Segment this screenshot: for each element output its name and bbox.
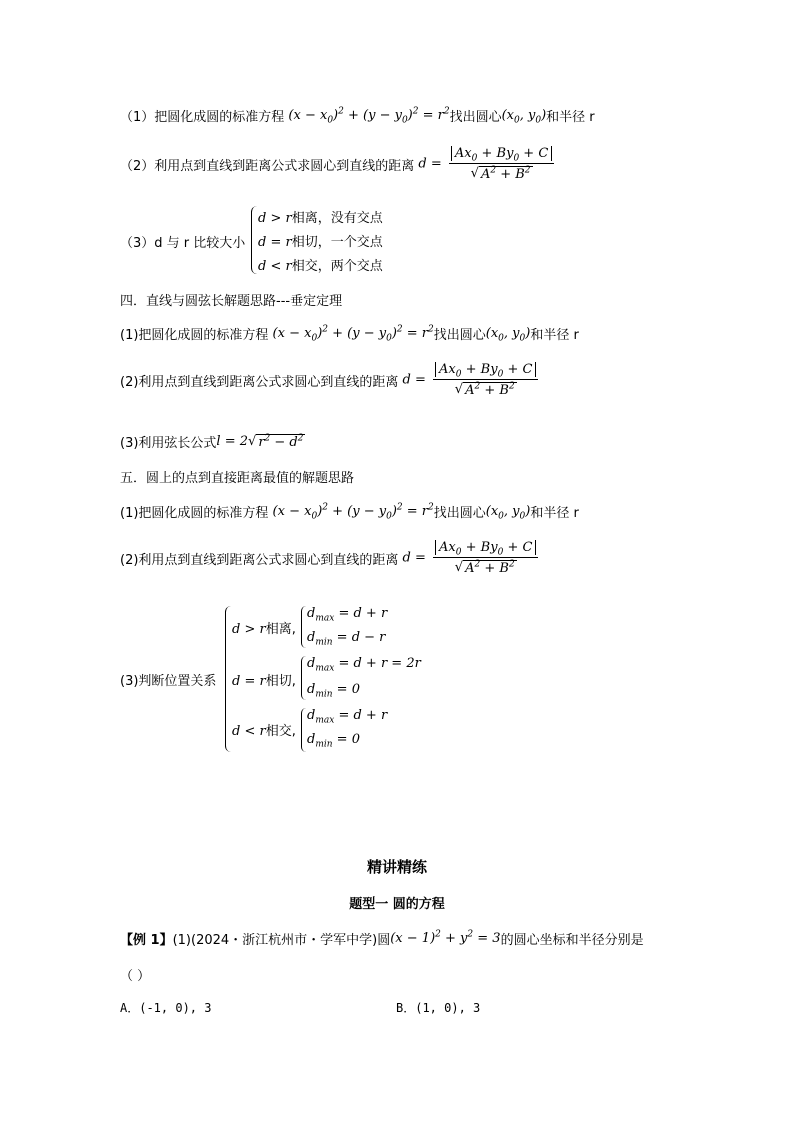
s5-case3-max: $d_{max} = d + r$ <box>307 708 388 726</box>
s5-case2-min: $d_{min} = 0$ <box>307 682 360 700</box>
s5-case2: d = r相切, <box>232 674 296 689</box>
s5-step1-tail: 和半径 r <box>530 506 579 521</box>
s3-step3-text: （3）d 与 r 比较大小 <box>120 236 246 251</box>
s4-step1 <box>120 324 579 343</box>
s5-step3-text: (3)判断位置关系 <box>120 674 217 689</box>
s4-step3-text: (3)利用弦长公式 <box>120 436 217 451</box>
s5-case1-brace <box>301 606 306 648</box>
example-1 <box>120 929 644 948</box>
s5-step1 <box>120 502 579 521</box>
example-tail: 的圆心坐标和半径分别是 <box>500 933 644 948</box>
s5-step2 <box>120 540 541 576</box>
s4-step2 <box>120 362 541 398</box>
example-equation: $(x - 1)^2 + y^2 = 3$ <box>390 929 501 946</box>
s3-step1-text: （1）把圆化成圆的标准方程 <box>120 110 285 125</box>
s5-case1: d > r相离, <box>232 622 296 637</box>
option-b[interactable]: B．(1, 0), 3 <box>396 1001 481 1015</box>
s3-brace <box>251 206 258 274</box>
s4-step1-post: 找出圆心 <box>433 328 486 343</box>
distance-formula: d = $Ax_0 + By_0 + C$ √ $A^2 + B^2$ <box>414 146 557 182</box>
s5-step2-text: (2)利用点到直线到距离公式求圆心到直线的距离 <box>120 552 399 568</box>
s3-step1-post: 找出圆心 <box>449 110 502 125</box>
s4-step2-text: (2)利用点到直线到距离公式求圆心到直线的距离 <box>120 374 399 390</box>
option-a[interactable]: A．(-1, 0), 3 <box>120 1001 212 1015</box>
distance-formula: d = $Ax_0 + By_0 + C$ √ $A^2 + B^2$ <box>398 362 541 398</box>
s4-step1-tail: 和半径 r <box>530 328 579 343</box>
s5-heading: 五．圆上的点到直接距离最值的解题思路 <box>120 471 355 486</box>
s3-case3: d < r相交，两个交点 <box>258 259 383 274</box>
type-title: 题型一 圆的方程 <box>349 897 445 912</box>
example-label: 【例 1】 <box>120 933 173 948</box>
s5-case2-text: 相切, <box>265 674 296 689</box>
answer-paren: （ ） <box>120 969 151 984</box>
s5-case2-max: $d_{max} = d + r = 2r$ <box>307 656 421 674</box>
s5-case1-min: $d_{min} = d - r$ <box>307 630 386 648</box>
s3-case2-text: 相切，一个交点 <box>291 235 383 250</box>
example-source: (1)(2024・浙江杭州市・学军中学)圆 <box>172 933 391 948</box>
s5-case3-brace <box>301 708 306 752</box>
chord-formula: l = 2 √ $r^2 - d^2$ <box>216 433 304 450</box>
center-coords: ($x_0$, $y_0$) <box>485 326 531 344</box>
s5-case3-text: 相交, <box>265 724 296 739</box>
standard-equation: $(x - x_0)^2 + (y - y_0)^2 = r^2$ <box>284 106 450 126</box>
s5-step1-post: 找出圆心 <box>433 506 486 521</box>
section-title: 精讲精练 <box>366 858 427 876</box>
s5-case2-brace <box>301 656 306 700</box>
s5-case3-min: $d_{min} = 0$ <box>307 732 360 750</box>
s3-step1 <box>120 106 595 125</box>
s3-case1-text: 相离，没有交点 <box>291 211 383 226</box>
s3-case1: d > r相离，没有交点 <box>258 211 383 226</box>
s4-step3 <box>120 432 305 451</box>
s5-case3: d < r相交, <box>232 724 296 739</box>
standard-equation: $(x - x_0)^2 + (y - y_0)^2 = r^2$ <box>268 324 434 344</box>
s5-step1-text: (1)把圆化成圆的标准方程 <box>120 506 269 521</box>
s3-case3-text: 相交，两个交点 <box>291 259 383 274</box>
s4-step1-text: (1)把圆化成圆的标准方程 <box>120 328 269 343</box>
center-coords: ($x_0$, $y_0$) <box>485 504 531 522</box>
s3-step1-tail: 和半径 r <box>546 110 595 125</box>
s3-case2: d = r相切，一个交点 <box>258 235 383 250</box>
s3-step2-text: （2）利用点到直线到距离公式求圆心到直线的距离 <box>120 158 415 174</box>
s3-step2 <box>120 146 557 182</box>
s5-case1-text: 相离, <box>265 622 296 637</box>
s5-case1-max: $d_{max} = d + r$ <box>307 606 388 624</box>
s4-heading: 四．直线与圆弦长解题思路---垂定定理 <box>120 294 343 309</box>
standard-equation: $(x - x_0)^2 + (y - y_0)^2 = r^2$ <box>268 502 434 522</box>
center-coords: ($x_0$, $y_0$) <box>501 108 547 126</box>
distance-formula: d = $Ax_0 + By_0 + C$ √ $A^2 + B^2$ <box>398 540 541 576</box>
